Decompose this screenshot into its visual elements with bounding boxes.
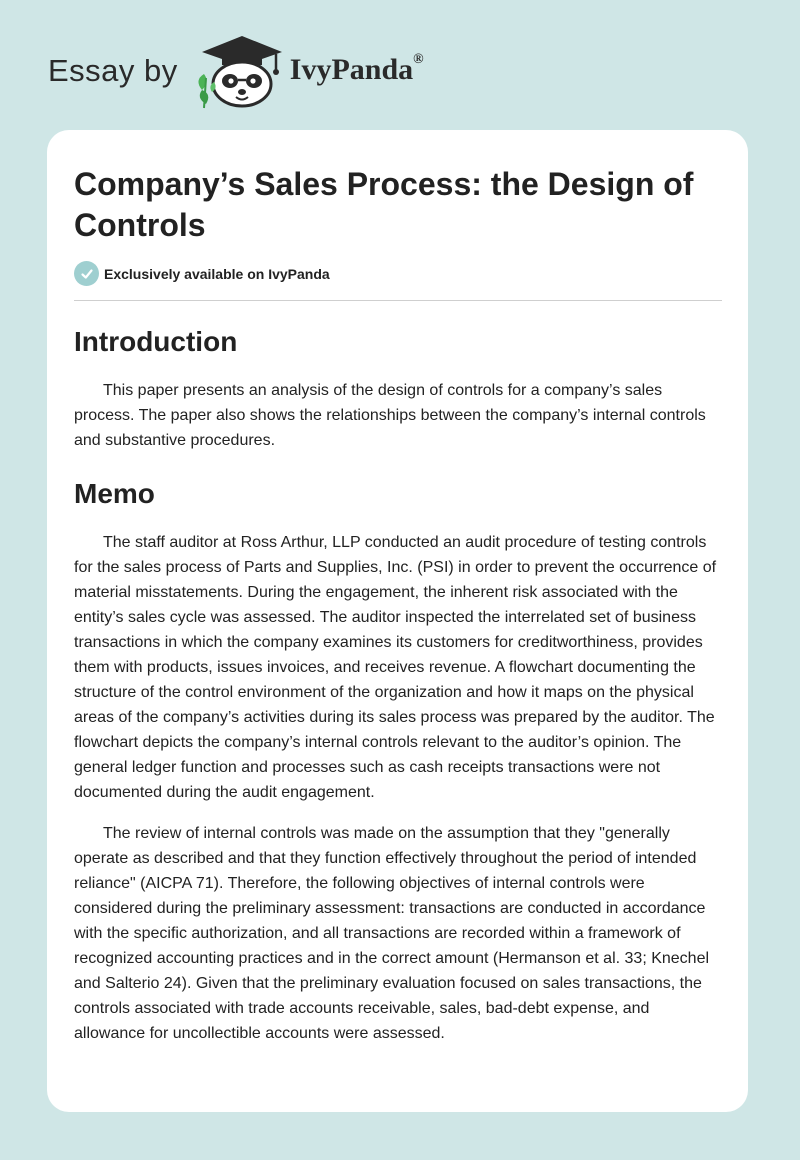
essay-by-label: Essay by: [48, 52, 178, 88]
section-heading-memo: Memo: [74, 478, 155, 509]
memo-paragraph-2: The review of internal controls was made on the assumption that they "generally operate as described and that they function effectively throughout the period of intended reliance" (AICPA 71). Therefore, the following objectives of internal controls were considered during the preliminary assessment: transactions are conducted in accordance with the specific authorization, and all transactions are recorded within a framework of recognized accounting practices and in the correct amount (Hermanson et al. 33; Knechel and Salterio 24). Given that the preliminary evaluation focused on sales transactions, the controls associated with trade accounts receivable, sales, bad-debt expense, and allowance for uncollectible accounts were assessed.: [74, 825, 710, 1042]
article-title: Company’s Sales Process: the Design of Controls: [74, 166, 694, 243]
registered-mark: ®: [413, 52, 424, 67]
introduction-paragraph: This paper presents an analysis of the design of controls for a company’s sales process. The paper also shows the relationships between the company’s internal controls and substantive procedures.: [74, 382, 706, 449]
brand-name[interactable]: [289, 52, 424, 86]
check-icon: [74, 261, 99, 286]
section-heading-introduction: Introduction: [74, 326, 238, 357]
site-header: [48, 30, 424, 110]
brand-label: IvyPanda: [289, 53, 414, 86]
exclusive-badge: [74, 261, 722, 301]
panda-logo-icon[interactable]: [192, 30, 286, 110]
memo-paragraph-1: The staff auditor at Ross Arthur, LLP conducted an audit procedure of testing controls for the sales process of Parts and Supplies, Inc. (PSI) in order to prevent the occurrence of material misstatements. During the engagement, the inherent risk associated with the entity’s sales cycle was assessed. The auditor inspected the interrelated set of business transactions in which the company examines its customers for creditworthiness, provides them with products, issues invoices, and receives revenue. A flowchart documenting the structure of the control environment of the organization and how it maps on the physical areas of the company’s activities during its sales process was prepared by the auditor. The flowchart depicts the company’s internal controls relevant to the auditor’s opinion. The general ledger function and processes such as cash receipts transactions were not documented during the audit engagement.: [74, 534, 717, 801]
article-card: [47, 130, 748, 1112]
exclusive-badge-label: Exclusively available on IvyPanda: [104, 265, 330, 282]
